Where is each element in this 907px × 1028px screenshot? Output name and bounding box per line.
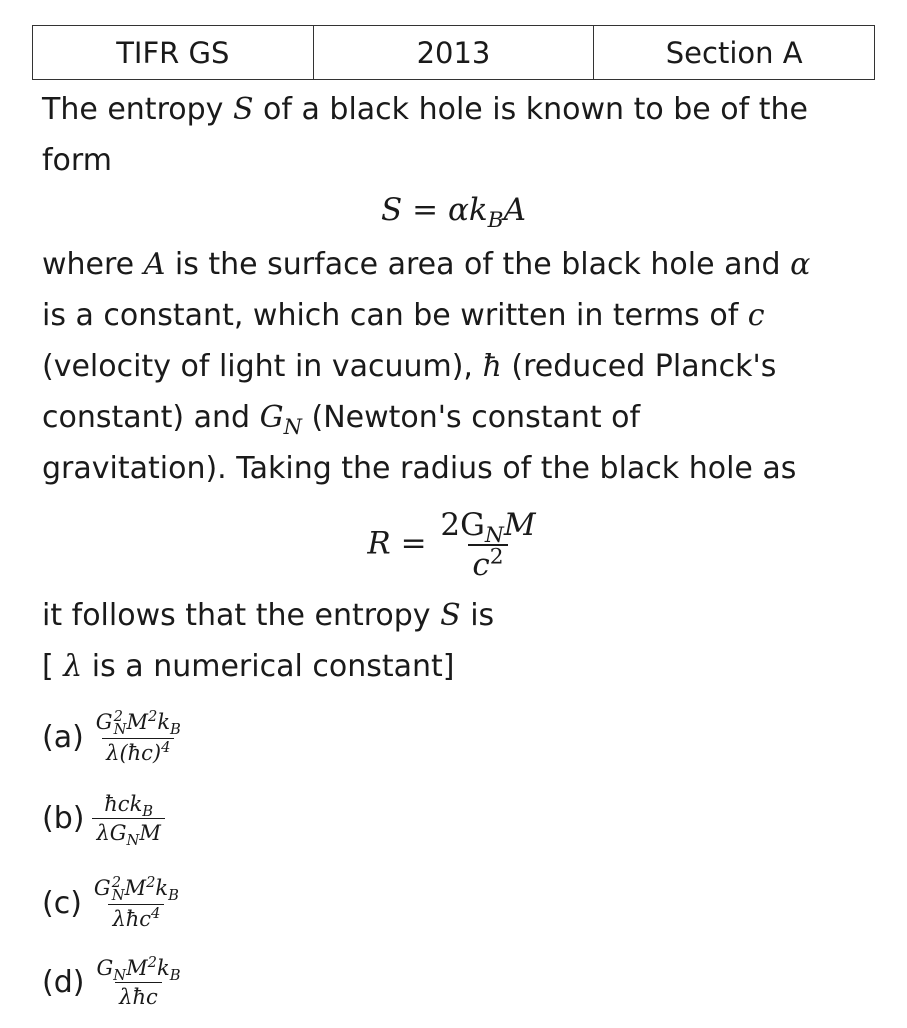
eq-rhs-area: A — [503, 192, 526, 228]
option-d-label: (d) — [42, 965, 85, 1001]
text: it follows that the entropy — [42, 598, 441, 633]
var-lambda: λ — [63, 649, 83, 684]
sup: 4 — [161, 738, 171, 756]
num-text: 2G — [440, 507, 485, 543]
radius-fraction — [436, 508, 539, 582]
var-S: S — [232, 92, 254, 127]
eq-lhs: S — [381, 192, 403, 228]
option-d[interactable] — [42, 956, 185, 1009]
question-line-1 — [42, 90, 808, 130]
var-c: c — [747, 298, 765, 333]
sub: N — [113, 967, 127, 985]
num-subscript: N — [484, 523, 504, 549]
sup: 2 — [147, 708, 158, 725]
question-line-6 — [42, 398, 640, 438]
fraction-denominator — [468, 544, 507, 582]
var-S: S — [440, 598, 461, 633]
den-text: λG — [96, 821, 127, 846]
text: (reduced Planck's — [501, 349, 777, 384]
option-b-label: (b) — [42, 801, 85, 837]
sub: B — [142, 803, 154, 821]
option-a-label: (a) — [42, 720, 84, 756]
text: is a numerical constant] — [82, 649, 455, 684]
sub: N — [111, 886, 125, 904]
sym-M: M — [139, 821, 161, 846]
text: (Newton's constant of — [301, 400, 641, 435]
sup-sub-stack — [111, 874, 125, 904]
var-alpha: α — [790, 247, 811, 282]
option-c-numerator — [90, 876, 183, 904]
sym-G: G — [96, 956, 114, 980]
text: of a black hole is known to be of the — [253, 92, 808, 127]
option-c-label: (c) — [42, 886, 82, 922]
fraction-numerator — [436, 507, 539, 549]
option-d-denominator — [115, 982, 162, 1009]
header-row — [33, 26, 875, 80]
question-line-3 — [42, 245, 810, 285]
sup-sub-stack — [113, 708, 127, 738]
sup: 2 — [113, 708, 123, 726]
var-A: A — [143, 247, 166, 282]
header-exam: TIFR GS — [33, 26, 314, 80]
num-text: ħck — [104, 792, 143, 816]
option-b[interactable] — [42, 792, 165, 850]
question-line-4 — [42, 296, 765, 336]
den-text: λħc — [119, 985, 158, 1010]
text: [ — [42, 649, 64, 684]
sup: 2 — [111, 874, 122, 892]
sym-M: M — [124, 876, 147, 900]
var-hbar: ħ — [482, 349, 502, 384]
text: (velocity of light in vacuum), — [42, 349, 483, 384]
eq-operator: = — [412, 192, 439, 228]
sub: B — [170, 721, 181, 739]
sym-M: M — [126, 956, 148, 980]
header-year: 2013 — [313, 26, 594, 80]
question-line-2: form — [42, 143, 112, 178]
sym-k: k — [156, 956, 170, 980]
sym-G: G — [93, 876, 111, 900]
text: is the surface area of the black hole and — [165, 247, 791, 282]
option-c-denominator — [108, 904, 164, 931]
sup: 2 — [146, 874, 156, 891]
sup: 4 — [151, 904, 161, 922]
eq-operator: = — [400, 525, 427, 562]
den-text: λ(ħc) — [106, 740, 162, 765]
option-b-numerator — [100, 792, 157, 821]
eq-subscript: B — [487, 208, 504, 234]
num-mass: M — [503, 507, 536, 543]
option-a-denominator — [102, 738, 174, 765]
var-G-subscript: N — [283, 415, 302, 439]
text: is a constant, which can be written in terms of — [42, 298, 748, 333]
text: constant) and — [42, 400, 260, 435]
question-line-9 — [42, 647, 454, 687]
sub: N — [126, 832, 140, 850]
den-c: c — [472, 547, 490, 584]
eq-lhs: R — [367, 525, 391, 562]
var-G: G — [259, 400, 284, 435]
option-a-numerator — [92, 710, 185, 738]
option-b-denominator — [92, 818, 164, 850]
sym-k: k — [157, 710, 171, 734]
entropy-equation — [0, 192, 907, 234]
sym-M: M — [126, 710, 148, 734]
option-a-fraction — [92, 710, 185, 765]
header-table — [32, 25, 875, 80]
sub: B — [168, 887, 179, 905]
question-line-7: gravitation). Taking the radius of the black hole as — [42, 451, 797, 486]
option-c-fraction — [90, 876, 183, 931]
den-text: λħc — [112, 906, 152, 931]
option-a[interactable] — [42, 710, 185, 765]
sub: N — [113, 720, 127, 738]
question-line-5 — [42, 347, 776, 387]
option-b-fraction — [92, 792, 164, 850]
text: The entropy — [42, 92, 233, 127]
sup: 2 — [147, 954, 157, 971]
sym-k: k — [155, 876, 169, 900]
option-c[interactable] — [42, 876, 183, 931]
question-line-8 — [42, 596, 494, 636]
sym-G: G — [95, 710, 113, 734]
text: where — [42, 247, 144, 282]
den-superscript: 2 — [489, 544, 504, 570]
option-d-numerator — [92, 954, 184, 985]
option-d-fraction — [92, 956, 184, 1009]
header-section: Section A — [594, 26, 875, 80]
eq-rhs: αk — [447, 192, 488, 228]
sub: B — [169, 967, 181, 985]
radius-equation — [0, 508, 907, 582]
text: is — [460, 598, 495, 633]
